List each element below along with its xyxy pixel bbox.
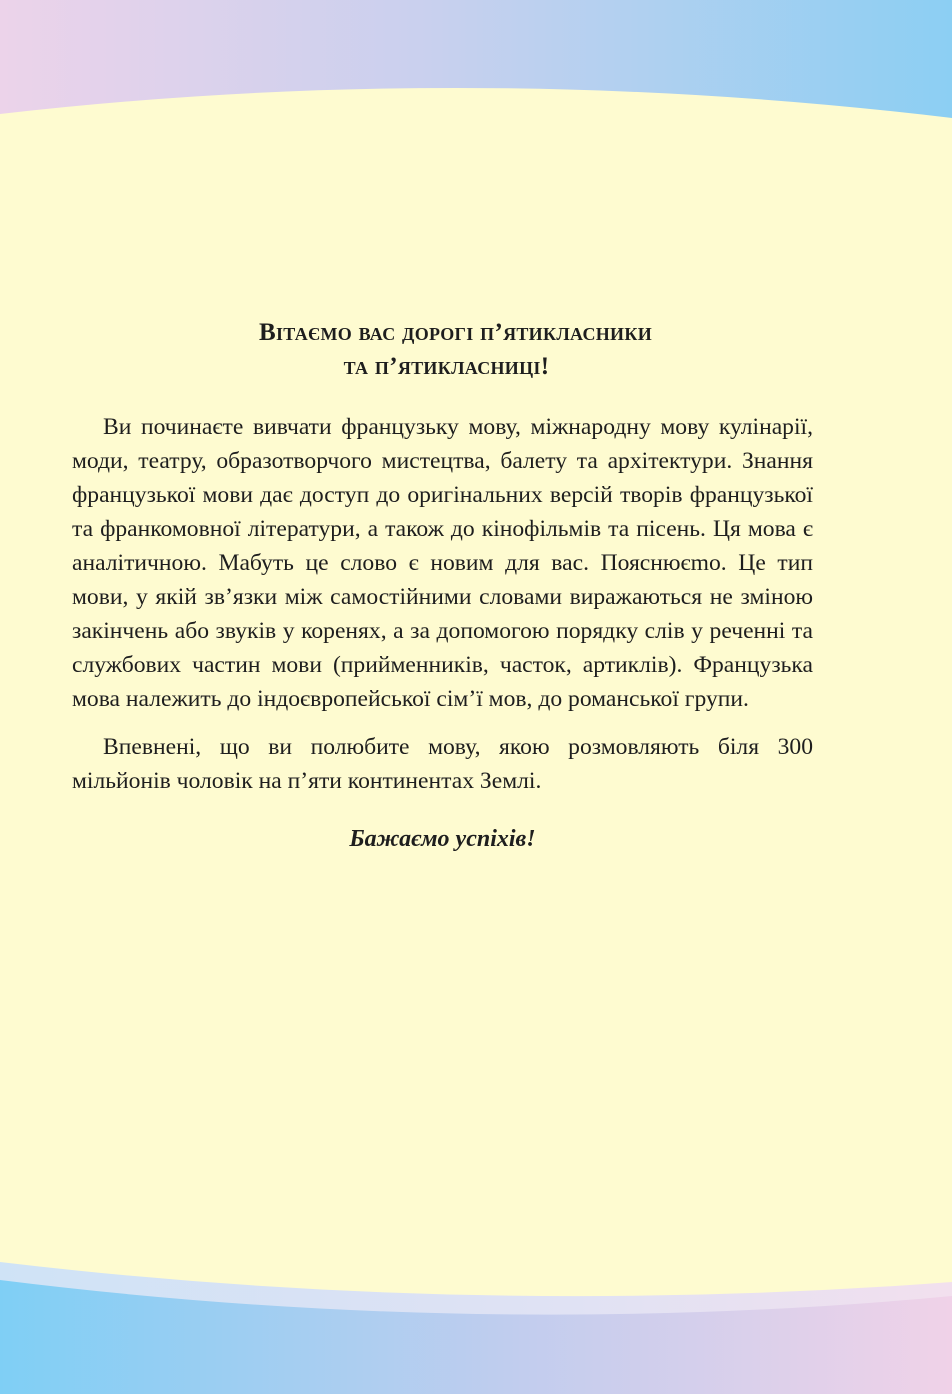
closing-wish: Бажаємо успіхів! (349, 826, 536, 852)
heading-line-2: та п’ятикласниці! (343, 353, 550, 380)
greeting-content (72, 316, 813, 856)
paragraph-speakers: Впевнені, що ви полюбите мову, якою розмовляють біля 300 мільйонів чоловік на п’яти континентах Землі. (72, 734, 813, 794)
heading-line-1: Вітаємо вас дорогі п’ятикласники (259, 319, 652, 346)
paragraph-intro: Ви починаєте вивчати французьку мову, міжнародну мову кулінарії, моди, театру, образотворчого мистецтва, балету та архітектури. Знання французької мови дає доступ до оригінальних версій творів французької та франкомовної літератури, а також до кінофільмів та пісень. Ця мова є аналітичною. Мабуть це слово є новим для вас. Пояснюєmо. Це тип мови, у якій зв’язки між самостійними словами виражаються не зміною закінчень або звуків у коренях, а за допомогою порядку слів у реченні та службових частин мови (прийменників, часток, артиклів). Французька мова належить до індоєвропейської сім’ї мов, до романської групи. (72, 414, 813, 712)
page-heading (72, 316, 813, 384)
